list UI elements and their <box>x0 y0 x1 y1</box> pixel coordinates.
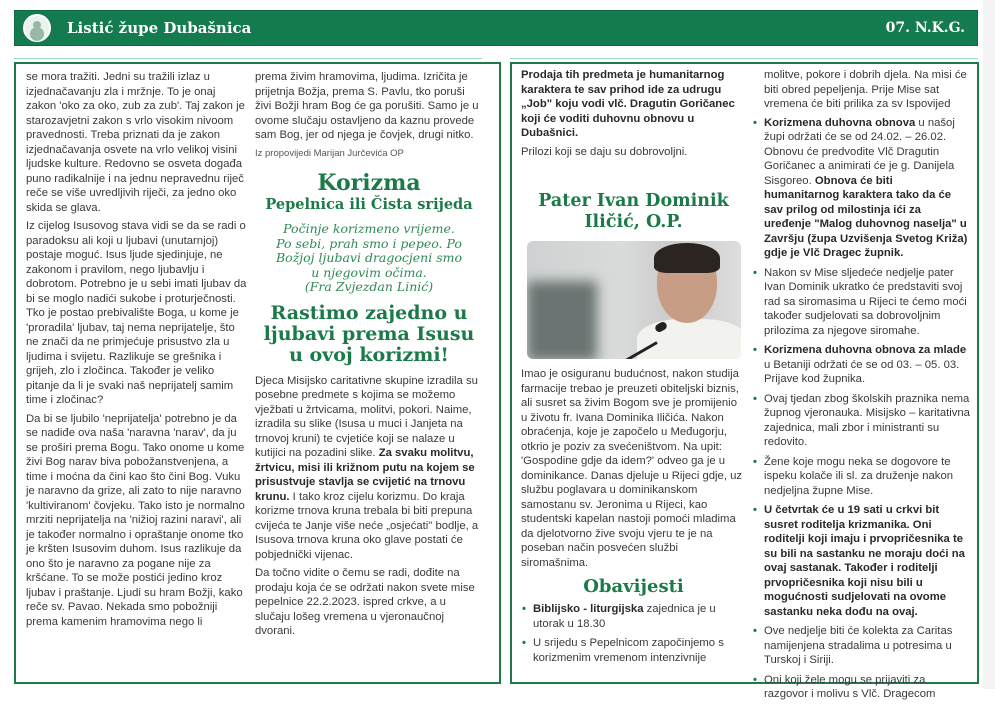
pater-column <box>521 68 746 670</box>
announcement-item <box>521 636 746 665</box>
sermon-paragraph: se mora tražiti. Jedni su tražili izlaz u izjednačavanju zla i mržnje. To je onaj zakon 'oko za oko, zub za zub'. Taj zakon je starozavjetni zakon s vrlo visokim nivoom pravednosti. Treba priznati da je zakon izjednačavanja osvete na vrlo velikoj visini ljudske kulture. Redovno se osveta događa puno radikalnije i na jednu nepravednu riječ reče se više uvredljivih riječi, za jedno oko skida se glava. <box>26 71 245 214</box>
pater-photo <box>527 241 741 359</box>
announcement-item <box>752 673 970 702</box>
photo-background <box>527 281 597 359</box>
announcement-item <box>752 624 970 668</box>
quote-line: Po sebi, prah smo i pepeo. Po <box>276 235 462 251</box>
korizma-subtitle: Pepelnica ili Čista srijeda <box>265 196 473 213</box>
announcement-item <box>752 392 970 450</box>
lent-body <box>255 374 483 563</box>
announcement-text: Oni koji žele mogu se prijaviti za razgovor i molivu s Vlč. Dragecom <box>764 673 936 700</box>
newsletter-title: Listić župe Dubašnica <box>67 19 252 37</box>
parish-logo-icon <box>23 14 51 42</box>
announcement-bold: Korizmena duhovna obnova <box>764 116 916 129</box>
divider <box>510 58 978 59</box>
lent-body-text: Djeca Misijsko caritativne skupine izradila su posebne predmete s kojima se možemo vježbati u žrtvicama, molitvi, pokori. Naime, izradila su slike (Isusa u muci i Janjeta na trnovoj kruni) te cvjetiće koji se nalaze u kutijici na pozadini slike. <box>255 374 478 459</box>
lent-quote <box>255 222 483 295</box>
announcement-item <box>521 602 746 631</box>
lent-body-bold: Za svaku molitvu, žrtvicu, misi ili križnom putu na kojem se prisustvuje stavlja se cvijetić na trnovu krunu. <box>255 447 475 503</box>
scrollbar[interactable] <box>983 0 995 689</box>
newsletter-header <box>14 10 978 46</box>
announcements-title: Obavijesti <box>583 576 684 597</box>
announcement-text: u Betaniji održati će se od 03. – 05. 03. Prijave kod župnika. <box>764 358 960 385</box>
announcement-text: zajednica je u utorak u 18.30 <box>533 603 716 630</box>
announcement-text: U srijedu s Pepelnicom započinjemo s korizmenim vremenom intenzivnije <box>533 637 724 664</box>
sale-humanitarian-note <box>521 68 746 141</box>
announcement-text: Ove nedjelje biti će kolekta za Caritas namijenjena stradalima u potresima u Turskoj i Siriji. <box>764 625 953 666</box>
sale-note-bold: Prodaja tih predmeta je humanitarnog karaktera te sav prihod ide za udrugu „Job" koju vodi vlč. Dragutin Goričanec koji će voditi duhovnu obnovu u Dubašnici. <box>521 69 735 139</box>
announcement-bold: Biblijsko - liturgijska <box>533 603 644 615</box>
announcement-text: u našoj župi održati će se od 24.02. – 26.02. Obnovu će predvodite Vlč Dragutin Goričanec a animirati će je g. Danijela Sisgoreo. <box>764 116 955 187</box>
announcement-item <box>752 455 970 499</box>
issue-number: 07. N.K.G. <box>885 20 965 36</box>
sermon-source: Iz propovijedi Marijan Jurčevića OP <box>255 147 404 159</box>
lent-headline: Rastimo zajedno u ljubavi prema Isusu u ovoj korizmi! <box>263 301 475 366</box>
lent-body-text: I tako kroz cijelu korizmu. Do kraja korizme trnova kruna trebala bi biti prepuna cvijeća te Janje više neće „osjećati" bodlje, a Isusova trnova kruna oko glave postati će pobjednički vijenac. <box>255 490 479 561</box>
announcement-item <box>752 266 970 339</box>
sermon-continuation: prema živim hramovima, ljudima. Izričita je prijetnja Božja, prema S. Pavlu, tko poruši živi Božji hram Bog će ga porušiti. Samo je u ovome slučaju ostavljeno da kaznu provede sam Bog, jer od njega je čovjek, drugi nitko. <box>255 71 479 141</box>
quote-line: Počinje korizmeno vrijeme. <box>283 221 455 236</box>
voluntary-note: Prilozi koji se daju su dobrovoljni. <box>521 145 688 158</box>
korizma-title: Korizma <box>317 170 421 196</box>
pater-title: Pater Ivan Dominik Iličić, O.P. <box>538 191 729 232</box>
sermon-paragraph: Da bi se ljubilo 'neprijatelja' potrebno je da se nadiđe ova naša 'naravna 'narav', da ju se proširi prema Bogu. Tako onome u kome živi Bog narav biva pobožanstvenjena, a time i moćna da čini kao što čini Bog. Vuku je naravno da grize, ali zato to nije naravno 'kultiviranom' čovjeku. Tako isto je normalno mrziti neprijatelja na 'nižioj razini naravi', ali je također normalno i opraštanje onome tko je kršten Isusovim duhom. Isus razlikuje da ono što je naravno za pogane nije za kršćane. To se može postići jedino kroz ljubav i praštanje. Ljudi su hram Božji, kako reče sv. Pavao. Nekada smo pobožniji prema kamenim hramovima nego li <box>26 412 245 628</box>
quote-line: Božjoj ljubavi dragocjeni smo <box>275 250 462 265</box>
announcement-item <box>752 116 970 261</box>
announcement-bold: U četvrtak će u 19 sati u crkvi bit susret roditelja krizmanika. Oni roditelji koji imaju i prvopričesnika te su bili na sastanku ne moraju doći na ovaj sastanak. Također i roditelji prvopričesnika koji nisu bili u mogućnosti sudjelovati na ovome sastanku neka dođu na ovaj. <box>764 504 965 618</box>
quote-line: u njegovim očima. <box>311 264 427 280</box>
announcement-item <box>752 343 970 387</box>
announcements-list <box>521 602 746 665</box>
divider <box>14 58 482 59</box>
quote-author: (Fra Zvjezdan Linić) <box>304 279 434 294</box>
announcement-text: Žene koje mogu neka se dogovore te ispeku kolače ili sl. za druženje nakon nedjeljna župne Mise. <box>764 455 954 497</box>
announcement-text: Nakon sv Mise sljedeće nedjelje pater Ivan Dominik ukratko će predstaviti svoj rad sa siromasima u Rijeci te ćemo moći također sudjelovati sa dobrovoljnim prilozima za njegove siromahe. <box>764 266 967 337</box>
pater-bio: Imao je osiguranu budućnost, nakon studija farmacije trebao je preuzeti obiteljski biznis, ali susret sa živim Bogom sve je promijenio u životu fr. Ivana Dominika Iličića. Nakon obraćenja, koje je započelo u Međugorju, otkrio je poziv za svećeništvom. Na upit: 'Gospodine gdje da idem?' odveo ga je u dominikance. Danas djeluje u Rijeci gdje, uz službu poglavara u dominikanskom samostanu sv. Jeronima u Rijeci, kao studentski kapelan nastoji pomoći mladima da djelotvorno žive svoju vjeru te je na poseban način posvećen službi siromašnima. <box>521 368 743 569</box>
announcements-list-continued <box>752 116 970 702</box>
photo-hair <box>654 243 720 273</box>
photo-robe <box>637 319 741 359</box>
sermon-paragraph: Iz cijelog Isusovog stava vidi se da se radi o paradoksu ali koji u ljubavi (unutarnjoj) postaje moguć. Isus ljude sjedinjuje, ne zakonom i pravilom, nego ljubavlju i dobrotom. Potrebno je u sebi imati ljubav da bi se moglo nadići sukobe i proturječnosti. Tko je postao prebivalište Boga, u kome je 'proradila' ljubav, taj nema neprijatelje, što ne znači da ne primjećuje prisustvo zla u ljudima i svijetu. Razlikuje se grešnika i grijeh, zlo i zločinca. Također je veliko pitanje da li je svaki naš neprijatelj samim time i zločinac? <box>26 220 247 406</box>
announcements-column <box>752 68 970 707</box>
sermon-column <box>26 70 248 633</box>
announcement-continuation: molitve, pokore i dobrih djela. Na misi će biti obred pepeljenja. Prije Mise sat vremena će biti prilika za sv Ispovijed <box>764 69 967 110</box>
lent-column <box>255 70 483 643</box>
announcement-bold: Obnova će biti humanitarnog karaktera tako da će sav prilog od milostinja ići za uređenje "Malog duhovnog naselja" u Završju (župa Uzvišenja Svetog Križa) gdje je Vlč Dragec župnik. <box>764 174 968 259</box>
announcement-text: Ovaj tjedan zbog školskih praznika nema župnog vjeronauka. Misijsko – karitativna zajednica, mali zbor i ministranti su redovito. <box>764 392 970 448</box>
lent-sale-info: Da točno vidite o čemu se radi, dođite na prodaju koja će se održati nakon svete mise pepelnice 22.2.2023. ispred crkve, a u slučaju lošeg vremena u vjeronaučnoj dvorani. <box>255 567 475 637</box>
announcement-item <box>752 503 970 619</box>
announcement-bold: Korizmena duhovna obnova za mlade <box>764 344 967 356</box>
